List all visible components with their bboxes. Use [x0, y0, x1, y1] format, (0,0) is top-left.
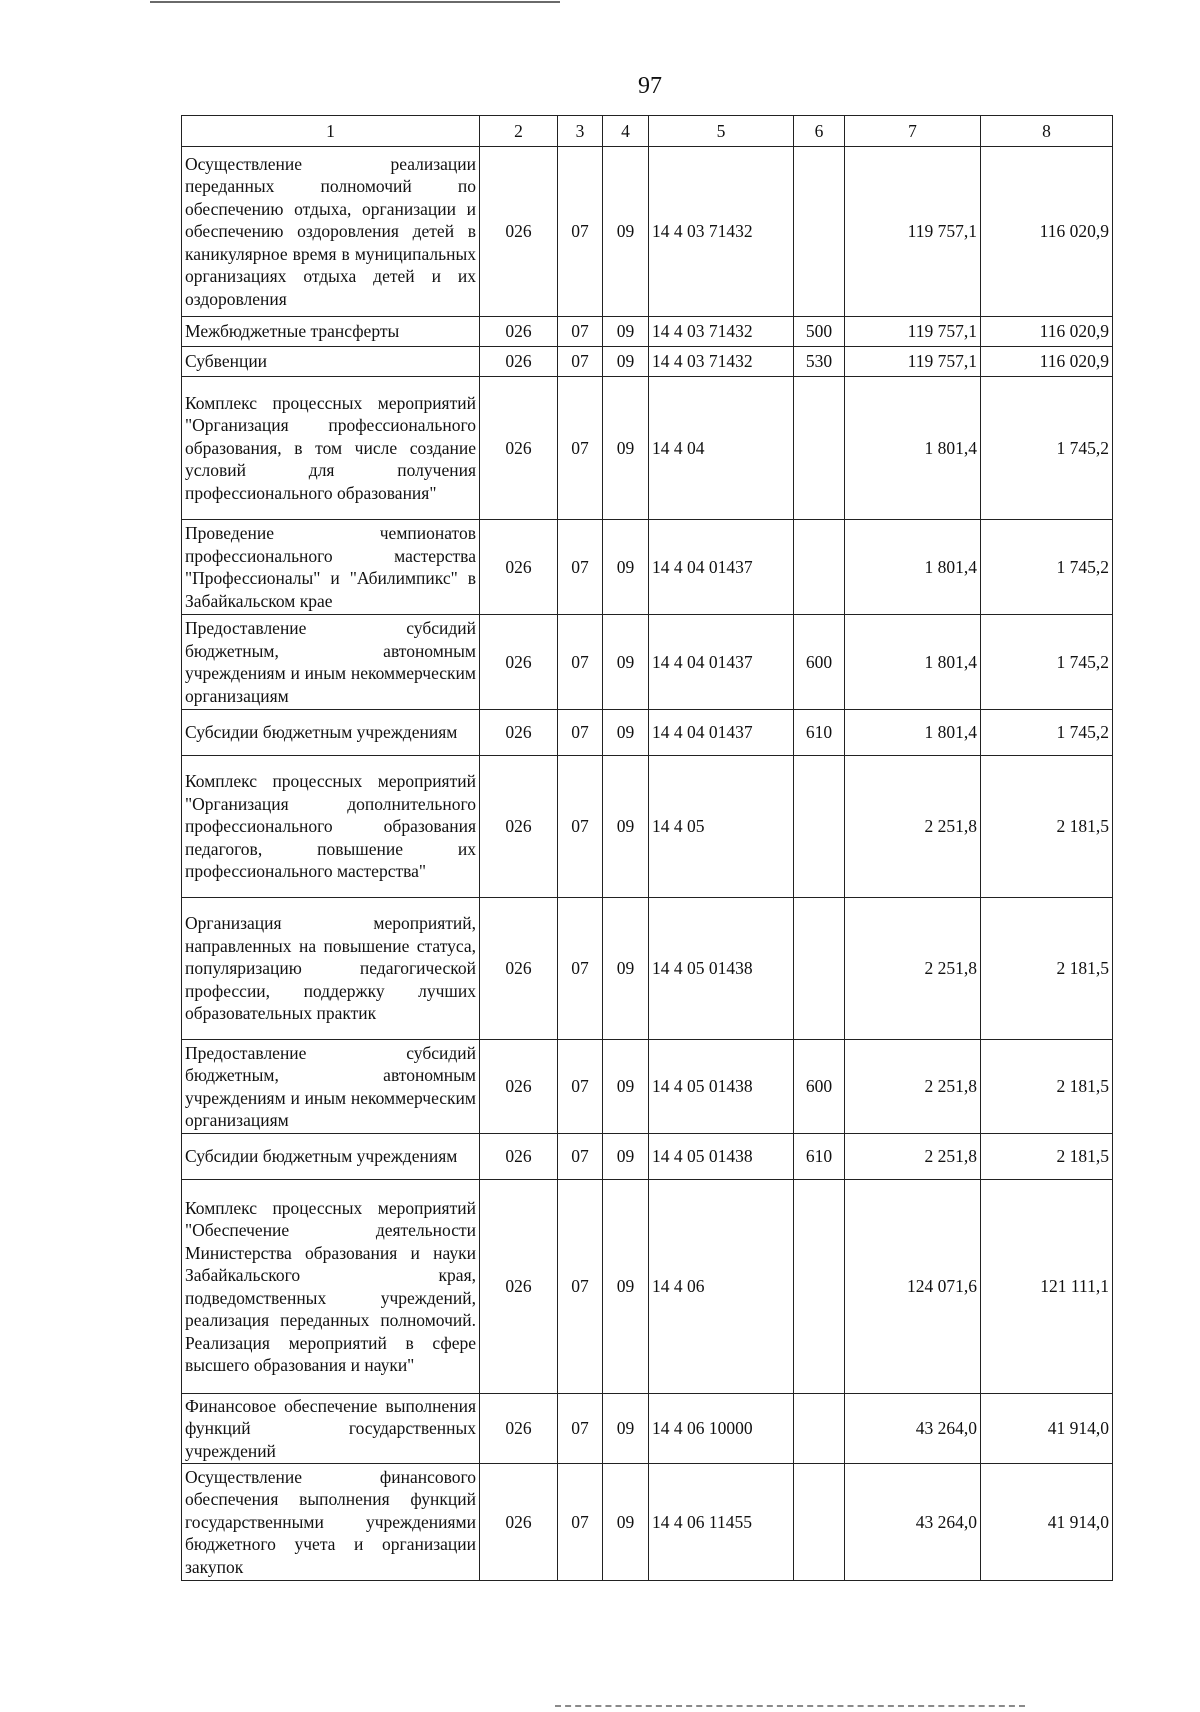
- table-row: [182, 520, 1113, 615]
- expense-name-cell: Предоставление субсидий бюджетным, автономным учреждениям и иным некоммерческим организациям: [182, 1040, 480, 1134]
- amount-col8-cell: 1 745,2: [981, 710, 1113, 756]
- expense-name-cell: Осуществление финансового обеспечения выполнения функций государственными учреждениями бюджетного учета и организации закупок: [182, 1464, 480, 1581]
- amount-col8-cell: 2 181,5: [981, 898, 1113, 1040]
- section-code-cell: 07: [558, 1040, 603, 1134]
- amount-col8-cell: 116 020,9: [981, 147, 1113, 317]
- subsection-code-cell: 09: [603, 1134, 649, 1180]
- expense-type-cell: [794, 756, 845, 898]
- expense-name-cell: Субсидии бюджетным учреждениям: [182, 1134, 480, 1180]
- target-article-cell: 14 4 03 71432: [649, 347, 794, 377]
- amount-col7-cell: 2 251,8: [845, 898, 981, 1040]
- column-header: 7: [845, 116, 981, 147]
- budget-table: [181, 115, 1113, 1581]
- amount-col8-cell: 1 745,2: [981, 520, 1113, 615]
- amount-col7-cell: 119 757,1: [845, 317, 981, 347]
- target-article-cell: 14 4 05 01438: [649, 1040, 794, 1134]
- amount-col7-cell: 1 801,4: [845, 520, 981, 615]
- ministry-code-cell: 026: [480, 1464, 558, 1581]
- section-code-cell: 07: [558, 898, 603, 1040]
- table-row: [182, 1134, 1113, 1180]
- amount-col7-cell: 43 264,0: [845, 1464, 981, 1581]
- table-row: [182, 317, 1113, 347]
- amount-col7-cell: 119 757,1: [845, 347, 981, 377]
- target-article-cell: 14 4 06 10000: [649, 1394, 794, 1464]
- section-code-cell: 07: [558, 377, 603, 520]
- ministry-code-cell: 026: [480, 377, 558, 520]
- amount-col7-cell: 2 251,8: [845, 1040, 981, 1134]
- table-row: [182, 615, 1113, 710]
- section-code-cell: 07: [558, 347, 603, 377]
- amount-col8-cell: 2 181,5: [981, 1040, 1113, 1134]
- expense-type-cell: [794, 1464, 845, 1581]
- target-article-cell: 14 4 04 01437: [649, 615, 794, 710]
- amount-col8-cell: 41 914,0: [981, 1464, 1113, 1581]
- section-code-cell: 07: [558, 1394, 603, 1464]
- target-article-cell: 14 4 04 01437: [649, 710, 794, 756]
- section-code-cell: 07: [558, 710, 603, 756]
- table-row: [182, 756, 1113, 898]
- expense-name-cell: Комплекс процессных мероприятий "Организация профессионального образования, в том числе создание условий для получения профессионального образования": [182, 377, 480, 520]
- column-header: 4: [603, 116, 649, 147]
- column-header: 5: [649, 116, 794, 147]
- expense-type-cell: [794, 1394, 845, 1464]
- ministry-code-cell: 026: [480, 317, 558, 347]
- expense-type-cell: 600: [794, 1040, 845, 1134]
- ministry-code-cell: 026: [480, 710, 558, 756]
- page-number: 97: [638, 73, 662, 99]
- expense-name-cell: Субсидии бюджетным учреждениям: [182, 710, 480, 756]
- subsection-code-cell: 09: [603, 347, 649, 377]
- expense-type-cell: [794, 147, 845, 317]
- column-header: 2: [480, 116, 558, 147]
- ministry-code-cell: 026: [480, 898, 558, 1040]
- amount-col8-cell: 1 745,2: [981, 615, 1113, 710]
- ministry-code-cell: 026: [480, 147, 558, 317]
- expense-type-cell: 530: [794, 347, 845, 377]
- expense-type-cell: [794, 520, 845, 615]
- amount-col7-cell: 2 251,8: [845, 756, 981, 898]
- subsection-code-cell: 09: [603, 377, 649, 520]
- expense-type-cell: 600: [794, 615, 845, 710]
- ministry-code-cell: 026: [480, 1134, 558, 1180]
- section-code-cell: 07: [558, 756, 603, 898]
- table-row: [182, 347, 1113, 377]
- subsection-code-cell: 09: [603, 756, 649, 898]
- amount-col8-cell: 116 020,9: [981, 317, 1113, 347]
- expense-name-cell: Предоставление субсидий бюджетным, автономным учреждениям и иным некоммерческим организациям: [182, 615, 480, 710]
- amount-col8-cell: 121 111,1: [981, 1180, 1113, 1394]
- expense-type-cell: [794, 898, 845, 1040]
- ministry-code-cell: 026: [480, 756, 558, 898]
- section-code-cell: 07: [558, 147, 603, 317]
- section-code-cell: 07: [558, 1134, 603, 1180]
- ministry-code-cell: 026: [480, 1394, 558, 1464]
- target-article-cell: 14 4 05 01438: [649, 898, 794, 1040]
- ministry-code-cell: 026: [480, 1180, 558, 1394]
- ministry-code-cell: 026: [480, 347, 558, 377]
- amount-col8-cell: 2 181,5: [981, 1134, 1113, 1180]
- column-header: 8: [981, 116, 1113, 147]
- subsection-code-cell: 09: [603, 317, 649, 347]
- table-row: [182, 710, 1113, 756]
- target-article-cell: 14 4 03 71432: [649, 317, 794, 347]
- amount-col7-cell: 124 071,6: [845, 1180, 981, 1394]
- ministry-code-cell: 026: [480, 520, 558, 615]
- table-row: [182, 898, 1113, 1040]
- section-code-cell: 07: [558, 317, 603, 347]
- subsection-code-cell: 09: [603, 147, 649, 317]
- subsection-code-cell: 09: [603, 1180, 649, 1394]
- table-row: [182, 1394, 1113, 1464]
- amount-col8-cell: 41 914,0: [981, 1394, 1113, 1464]
- amount-col7-cell: 119 757,1: [845, 147, 981, 317]
- expense-type-cell: 500: [794, 317, 845, 347]
- table-header-row: [182, 116, 1113, 147]
- column-header: 1: [182, 116, 480, 147]
- expense-type-cell: [794, 1180, 845, 1394]
- expense-type-cell: [794, 377, 845, 520]
- expense-name-cell: Осуществление реализации переданных полномочий по обеспечению отдыха, организации и обеспечению оздоровления детей в каникулярное время в муниципальных организациях отдыха детей и их оздоровления: [182, 147, 480, 317]
- table-row: [182, 1040, 1113, 1134]
- subsection-code-cell: 09: [603, 1040, 649, 1134]
- bottom-edge-rule: [555, 1705, 1025, 1707]
- target-article-cell: 14 4 05 01438: [649, 1134, 794, 1180]
- amount-col7-cell: 43 264,0: [845, 1394, 981, 1464]
- subsection-code-cell: 09: [603, 1464, 649, 1581]
- target-article-cell: 14 4 04 01437: [649, 520, 794, 615]
- amount-col8-cell: 116 020,9: [981, 347, 1113, 377]
- top-edge-rule: [150, 1, 560, 3]
- subsection-code-cell: 09: [603, 898, 649, 1040]
- amount-col8-cell: 1 745,2: [981, 377, 1113, 520]
- expense-name-cell: Организация мероприятий, направленных на повышение статуса, популяризацию педагогической профессии, поддержку лучших образовательных практик: [182, 898, 480, 1040]
- ministry-code-cell: 026: [480, 615, 558, 710]
- target-article-cell: 14 4 05: [649, 756, 794, 898]
- amount-col7-cell: 2 251,8: [845, 1134, 981, 1180]
- subsection-code-cell: 09: [603, 1394, 649, 1464]
- expense-type-cell: 610: [794, 710, 845, 756]
- table-row: [182, 377, 1113, 520]
- target-article-cell: 14 4 04: [649, 377, 794, 520]
- subsection-code-cell: 09: [603, 615, 649, 710]
- expense-name-cell: Проведение чемпионатов профессионального мастерства "Профессионалы" и "Абилимпикс" в Забайкальском крае: [182, 520, 480, 615]
- section-code-cell: 07: [558, 1180, 603, 1394]
- column-header: 3: [558, 116, 603, 147]
- table-row: [182, 147, 1113, 317]
- section-code-cell: 07: [558, 615, 603, 710]
- subsection-code-cell: 09: [603, 520, 649, 615]
- section-code-cell: 07: [558, 1464, 603, 1581]
- expense-name-cell: Межбюджетные трансферты: [182, 317, 480, 347]
- subsection-code-cell: 09: [603, 710, 649, 756]
- amount-col7-cell: 1 801,4: [845, 615, 981, 710]
- target-article-cell: 14 4 03 71432: [649, 147, 794, 317]
- expense-name-cell: Комплекс процессных мероприятий "Обеспечение деятельности Министерства образования и науки Забайкальского края, подведомственных учреждений, реализация переданных полномочий. Реализация мероприятий в сфере высшего образования и науки": [182, 1180, 480, 1394]
- column-header: 6: [794, 116, 845, 147]
- target-article-cell: 14 4 06: [649, 1180, 794, 1394]
- section-code-cell: 07: [558, 520, 603, 615]
- amount-col7-cell: 1 801,4: [845, 710, 981, 756]
- target-article-cell: 14 4 06 11455: [649, 1464, 794, 1581]
- expense-name-cell: Комплекс процессных мероприятий "Организация дополнительного профессионального образования педагогов, повышение их профессионального мастерства": [182, 756, 480, 898]
- expense-name-cell: Субвенции: [182, 347, 480, 377]
- amount-col8-cell: 2 181,5: [981, 756, 1113, 898]
- table-row: [182, 1180, 1113, 1394]
- expense-type-cell: 610: [794, 1134, 845, 1180]
- table-row: [182, 1464, 1113, 1581]
- amount-col7-cell: 1 801,4: [845, 377, 981, 520]
- expense-name-cell: Финансовое обеспечение выполнения функций государственных учреждений: [182, 1394, 480, 1464]
- ministry-code-cell: 026: [480, 1040, 558, 1134]
